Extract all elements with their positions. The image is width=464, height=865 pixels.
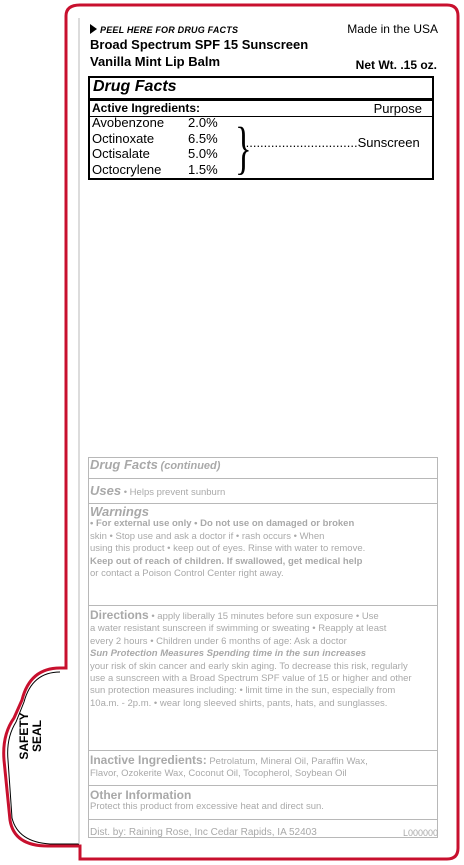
directions-line: your risk of skin cancer and early skin aging. To decrease this risk, regularly — [90, 660, 408, 672]
ingredient-name: Octinoxate — [92, 130, 155, 146]
peel-tab-label[interactable]: PEEL HERE FOR DRUG FACTS — [90, 24, 238, 35]
warnings-line: using this product • keep out of eyes. Rinse with water to remove. — [90, 543, 366, 555]
other-info-text: Protect this product from excessive heat and direct sun. — [90, 801, 324, 813]
safety-seal-tab[interactable] — [18, 704, 44, 768]
section-rule — [88, 478, 438, 479]
section-rule — [88, 785, 438, 786]
peel-arrow-icon — [90, 24, 97, 34]
inactive-heading: Inactive Ingredients: — [90, 753, 207, 767]
purpose-heading: Purpose — [373, 101, 422, 116]
continued-title-row — [90, 459, 434, 473]
directions-line: every 2 hours • Children under 6 months of age: Ask a doctor — [90, 635, 347, 647]
product-name-line1: Broad Spectrum SPF 15 Sunscreen — [90, 37, 309, 52]
inactive-line: Flavor, Ozokerite Wax, Coconut Oil, Tocopherol, Soybean Oil — [90, 768, 347, 780]
uses-heading: Uses — [90, 483, 122, 498]
net-weight: Net Wt. .15 oz. — [355, 58, 437, 72]
drug-facts-box — [88, 76, 434, 180]
inactive-line: Petrolatum, Mineral Oil, Paraffin Wax, — [209, 756, 368, 767]
directions-line: a water resistant sunscreen if swimming or sweating • Reapply at least — [90, 623, 387, 635]
ingredient-percent: 6.5% — [188, 130, 218, 146]
active-ingredients-heading: Active Ingredients: — [92, 101, 201, 115]
directions-line: use a sunscreen with a Broad Spectrum SPF value of 15 or higher and other — [90, 673, 412, 685]
ingredient-name: Octocrylene — [92, 161, 162, 177]
warnings-line: • For external use only • Do not use on damaged or broken — [90, 518, 355, 530]
directions-line: sun protection measures including: • limit time in the sun, especially from — [90, 685, 396, 697]
ingredient-percent: 2.0% — [188, 115, 218, 130]
lot-code: L000000 — [402, 828, 438, 838]
brace-icon: } — [235, 115, 252, 180]
inactive-section — [90, 754, 434, 781]
directions-heading: Directions — [90, 608, 149, 622]
ingredient-row — [92, 162, 218, 178]
uses-section — [90, 485, 434, 499]
ingredient-percent: 5.0% — [188, 146, 218, 161]
continued-suffix: (continued) — [160, 460, 221, 472]
directions-line: Sun Protection Measures Spending time in the sun increases — [90, 648, 367, 660]
ingredient-percent: 1.5% — [188, 161, 218, 177]
directions-section — [90, 609, 434, 710]
section-rule — [88, 819, 438, 820]
other-info-section — [90, 789, 434, 814]
ingredient-name: Avobenzone — [92, 115, 165, 130]
section-rule — [88, 750, 438, 751]
warnings-line: skin • Stop use and ask a doctor if • rash occurs • When — [90, 530, 325, 542]
purpose-value: ................................Sunscreen — [242, 135, 420, 150]
ingredient-row — [92, 131, 218, 147]
directions-line: • apply liberally 15 minutes before sun exposure • Use — [151, 611, 379, 622]
directions-line: 10a.m. - 2p.m. • wear long sleeved shirts, pants, hats, and sunglasses. — [90, 697, 388, 709]
distributor-line: Dist. by: Raining Rose, Inc Cedar Rapids, IA 52403 — [90, 827, 317, 838]
uses-text: • Helps prevent sunburn — [123, 487, 226, 498]
section-rule — [88, 605, 438, 606]
other-info-heading: Other Information — [90, 788, 192, 802]
seal-line: SAFETY — [17, 712, 31, 760]
warnings-heading: Warnings — [90, 504, 149, 519]
seal-line: SEAL — [30, 720, 44, 753]
ingredient-name: Octisalate — [92, 146, 150, 161]
ingredient-row — [92, 115, 218, 131]
made-in-label: Made in the USA — [347, 22, 438, 36]
ingredient-row — [92, 146, 218, 162]
continued-title: Drug Facts — [90, 457, 158, 472]
warnings-line: or contact a Poison Control Center right away. — [90, 568, 284, 580]
drug-facts-title: Drug Facts — [93, 78, 177, 95]
product-name-line2: Vanilla Mint Lip Balm — [90, 54, 221, 69]
warnings-section — [90, 506, 434, 580]
warnings-line: Keep out of reach of children. If swallowed, get medical help — [90, 555, 363, 567]
